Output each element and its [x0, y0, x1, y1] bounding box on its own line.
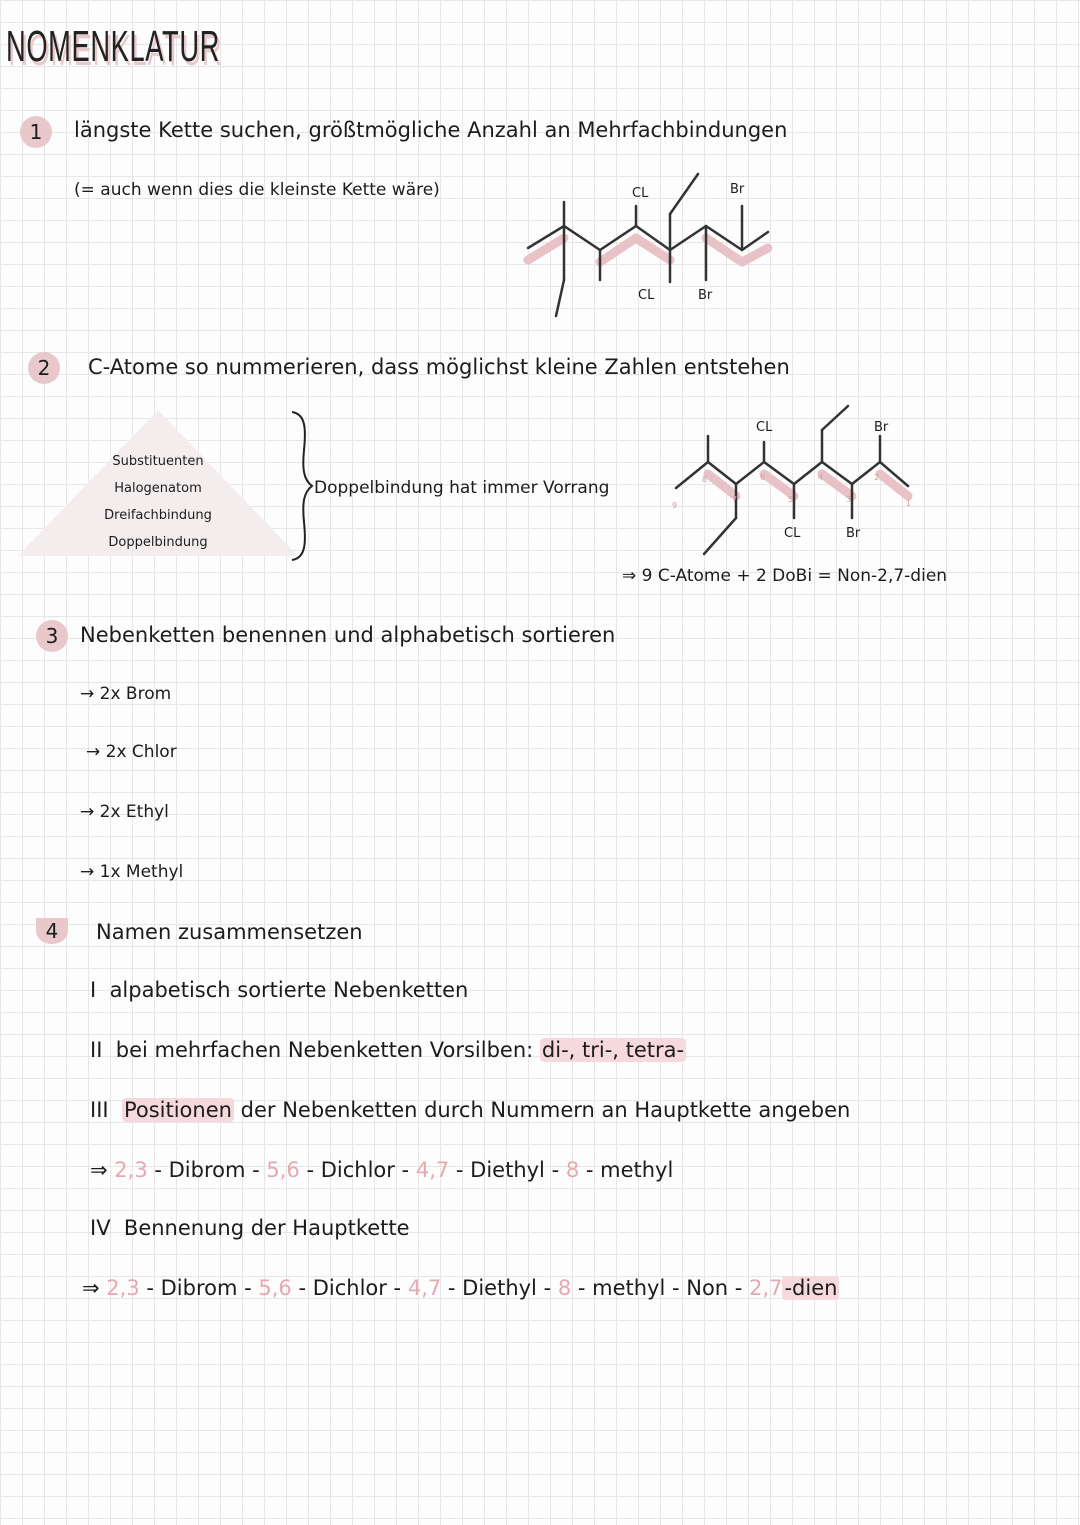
substituent: - methyl - Non -	[571, 1276, 750, 1300]
rule-text: Bennenung der Hauptkette	[123, 1216, 410, 1240]
molecule-2-result: ⇒ 9 C-Atome + 2 DoBi = Non-2,7-dien	[622, 566, 948, 586]
substituent: - methyl	[579, 1158, 674, 1182]
step-4-number: 4	[36, 918, 68, 944]
locant: 8	[557, 1276, 572, 1300]
final-name	[82, 1276, 839, 1300]
substituent: - Dibrom -	[139, 1276, 259, 1300]
mol1-top-label-br: Br	[730, 182, 745, 197]
partial-name	[90, 1158, 673, 1182]
locant: 8	[565, 1158, 580, 1182]
step-2-text: C-Atome so nummerieren, dass möglichst kleine Zahlen entstehen	[88, 355, 790, 379]
sidechain-item: → 2x Brom	[80, 684, 172, 704]
locant: 2,3	[114, 1158, 148, 1182]
step-2-number: 2	[28, 352, 60, 384]
priority-item: Doppelbindung	[108, 535, 208, 550]
rule-1	[90, 978, 468, 1002]
mol2-bottom-label-cl: CL	[784, 526, 801, 541]
atom-number: 9	[672, 501, 678, 510]
substituent: - Dichlor -	[291, 1276, 408, 1300]
suffix: -dien	[784, 1276, 838, 1300]
atom-number: 1	[906, 499, 912, 508]
mol1-bottom-label-br: Br	[698, 288, 713, 303]
page-title: NOMENKLATUR	[6, 22, 220, 71]
substituent: - Diethyl -	[441, 1276, 558, 1300]
atom-number: 6	[760, 473, 766, 482]
rule-text: alpabetisch sortierte Nebenketten	[109, 978, 469, 1002]
substituent: - Dibrom -	[147, 1158, 267, 1182]
rule-3	[90, 1098, 850, 1122]
rule-4	[90, 1216, 410, 1240]
mol1-top-label-cl: CL	[632, 186, 649, 201]
prefix-examples: di-, tri-, tetra-	[541, 1038, 685, 1062]
priority-item: Dreifachbindung	[104, 508, 212, 523]
priority-item: Halogenatom	[114, 481, 202, 496]
rule-roman: I	[90, 978, 97, 1002]
rule-text: der Nebenketten durch Nummern an Hauptkette angeben	[240, 1098, 851, 1122]
step-1-number: 1	[20, 116, 52, 148]
sidechain-item: → 2x Ethyl	[80, 802, 169, 822]
arrow-icon: ⇒	[90, 1158, 108, 1182]
locant: 2,7	[749, 1276, 783, 1300]
priority-item: Substituenten	[112, 454, 204, 469]
locant: 2,3	[106, 1276, 140, 1300]
mol1-bottom-label-cl: CL	[638, 288, 655, 303]
mol2-top-label-br: Br	[874, 420, 889, 435]
atom-number: 4	[818, 473, 824, 482]
atom-number: 8	[702, 475, 708, 484]
rule-roman: II	[90, 1038, 103, 1062]
sidechain-item: → 2x Chlor	[86, 742, 177, 762]
rule-roman: III	[90, 1098, 109, 1122]
locant: 5,6	[266, 1158, 300, 1182]
rule-roman: IV	[90, 1216, 111, 1240]
atom-number: 7	[732, 495, 738, 504]
priority-list	[98, 448, 218, 556]
locant: 4,7	[415, 1158, 450, 1182]
substituent: - Diethyl -	[449, 1158, 566, 1182]
rule-highlight: Positionen	[123, 1098, 232, 1122]
step-3-number: 3	[36, 620, 68, 652]
atom-number: 2	[874, 473, 880, 482]
step-3-text: Nebenketten benennen und alphabetisch sortieren	[80, 623, 616, 647]
mol2-bottom-label-br: Br	[846, 526, 861, 541]
arrow-icon: ⇒	[82, 1276, 100, 1300]
locant: 5,6	[258, 1276, 292, 1300]
brace-text: Doppelbindung hat immer Vorrang	[314, 478, 610, 498]
step-4-text: Namen zusammensetzen	[96, 920, 363, 944]
sidechain-item: → 1x Methyl	[80, 862, 184, 882]
rule-text: bei mehrfachen Nebenketten Vorsilben:	[115, 1038, 534, 1062]
atom-number: 3	[846, 495, 852, 504]
atom-number: 5	[788, 495, 794, 504]
step-1-text: längste Kette suchen, größtmögliche Anzahl an Mehrfachbindungen	[74, 118, 788, 142]
step-1-note: (= auch wenn dies die kleinste Kette wäre)	[74, 180, 440, 200]
rule-2	[90, 1038, 686, 1062]
mol2-top-label-cl: CL	[756, 420, 773, 435]
locant: 4,7	[407, 1276, 442, 1300]
substituent: - Dichlor -	[299, 1158, 416, 1182]
